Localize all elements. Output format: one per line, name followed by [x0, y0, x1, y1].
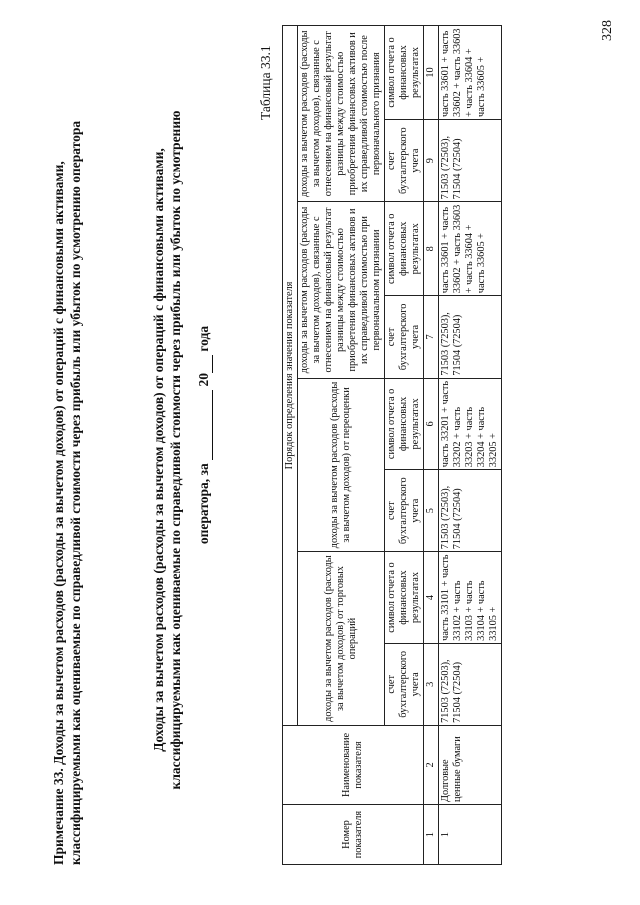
- heading-line-2: классифицируемыми как оцениваемые по справедливой стоимости через прибыль или убыток по усмотрению: [168, 110, 183, 790]
- account-header: счет бухгалтерского учета: [385, 296, 424, 378]
- row-symbol-trading: часть 33101 + часть 33102 + часть 33103 + часть 33104 + часть 33105 +: [439, 552, 502, 644]
- period-blank: [196, 390, 213, 460]
- symbol-header: символ отчета о финансовых результатах: [385, 552, 424, 644]
- row-account-trading: 71503 (72503), 71504 (72504): [439, 643, 502, 725]
- subheader-revaluation: доходы за вычетом расходов (расходы за вычетом доходов) от переоценки: [298, 378, 385, 552]
- row-account-initial: 71503 (72503), 71504 (72504): [439, 296, 502, 378]
- table-row: [439, 26, 502, 865]
- column-number: 4: [424, 552, 439, 644]
- row-account-revaluation: 71503 (72503), 71504 (72504): [439, 470, 502, 552]
- column-number: 9: [424, 119, 439, 201]
- account-header: счет бухгалтерского учета: [385, 470, 424, 552]
- row-symbol-initial: часть 33601 + часть 33602 + часть 33603 + часть 33604 + часть 33605 +: [439, 202, 502, 296]
- column-number-row: [424, 26, 439, 865]
- row-symbol-after: часть 33601 + часть 33602 + часть 33603 + часть 33604 + часть 33605 +: [439, 26, 502, 120]
- column-number: 8: [424, 202, 439, 296]
- table-heading: [150, 35, 184, 865]
- symbol-header: символ отчета о финансовых результатах: [385, 378, 424, 470]
- symbol-header: символ отчета о финансовых результатах: [385, 26, 424, 120]
- page-number: 328: [600, 20, 615, 41]
- indicator-table: [282, 25, 502, 865]
- account-header: счет бухгалтерского учета: [385, 119, 424, 201]
- column-number: 5: [424, 470, 439, 552]
- col-header-name: Наименование показателя: [283, 725, 424, 804]
- heading-line-1: Доходы за вычетом расходов (расходы за вычетом доходов) от операций с финансовыми активами,: [151, 148, 166, 752]
- year-blank: [196, 355, 213, 373]
- account-header: счет бухгалтерского учета: [385, 643, 424, 725]
- table-label: Таблица 33.1: [258, 45, 273, 120]
- symbol-header: символ отчета о финансовых результатах: [385, 202, 424, 296]
- row-account-after: 71503 (72503), 71504 (72504): [439, 119, 502, 201]
- row-symbol-revaluation: часть 33201 + часть 33202 + часть 33203 + часть 33204 + часть 33205 +: [439, 378, 502, 470]
- row-number: 1: [439, 805, 502, 865]
- subheader-initial-recognition: доходы за вычетом расходов (расходы за вычетом доходов), связанные с отнесением на финансовый результат разницы между стоимостью приобретения финансовых активов и их справедливой стоимостью при первоначальном признании: [298, 202, 385, 378]
- note-title: Примечание 33. Доходы за вычетом расходов (расходы за вычетом доходов) от операций с финансовыми активами, классифицируемыми как оцениваемые по справедливой стоимости через прибыль или убыток по усмотрению оператора: [51, 120, 83, 865]
- column-number: 2: [424, 725, 439, 804]
- column-number: 3: [424, 643, 439, 725]
- column-number: 10: [424, 26, 439, 120]
- column-number: 7: [424, 296, 439, 378]
- column-number: 6: [424, 378, 439, 470]
- column-number: 1: [424, 805, 439, 865]
- heading-period-prefix: оператора, за: [196, 463, 211, 545]
- row-name: Долговые ценные бумаги: [439, 725, 502, 804]
- heading-line-3: [196, 265, 213, 605]
- group-header: Порядок определения значения показателя: [283, 26, 298, 726]
- heading-year-prefix: 20: [196, 373, 211, 387]
- subheader-trading: доходы за вычетом расходов (расходы за вычетом доходов) от торговых операций: [298, 552, 385, 726]
- subheader-after-initial: доходы за вычетом расходов (расходы за вычетом доходов), связанные с отнесением на финансовый результат разницы между стоимостью приобретения финансовых активов и их справедливой стоимостью после первоначального признания: [298, 26, 385, 202]
- col-header-number: Номер показателя: [283, 805, 424, 865]
- heading-year-suffix: года: [196, 325, 211, 352]
